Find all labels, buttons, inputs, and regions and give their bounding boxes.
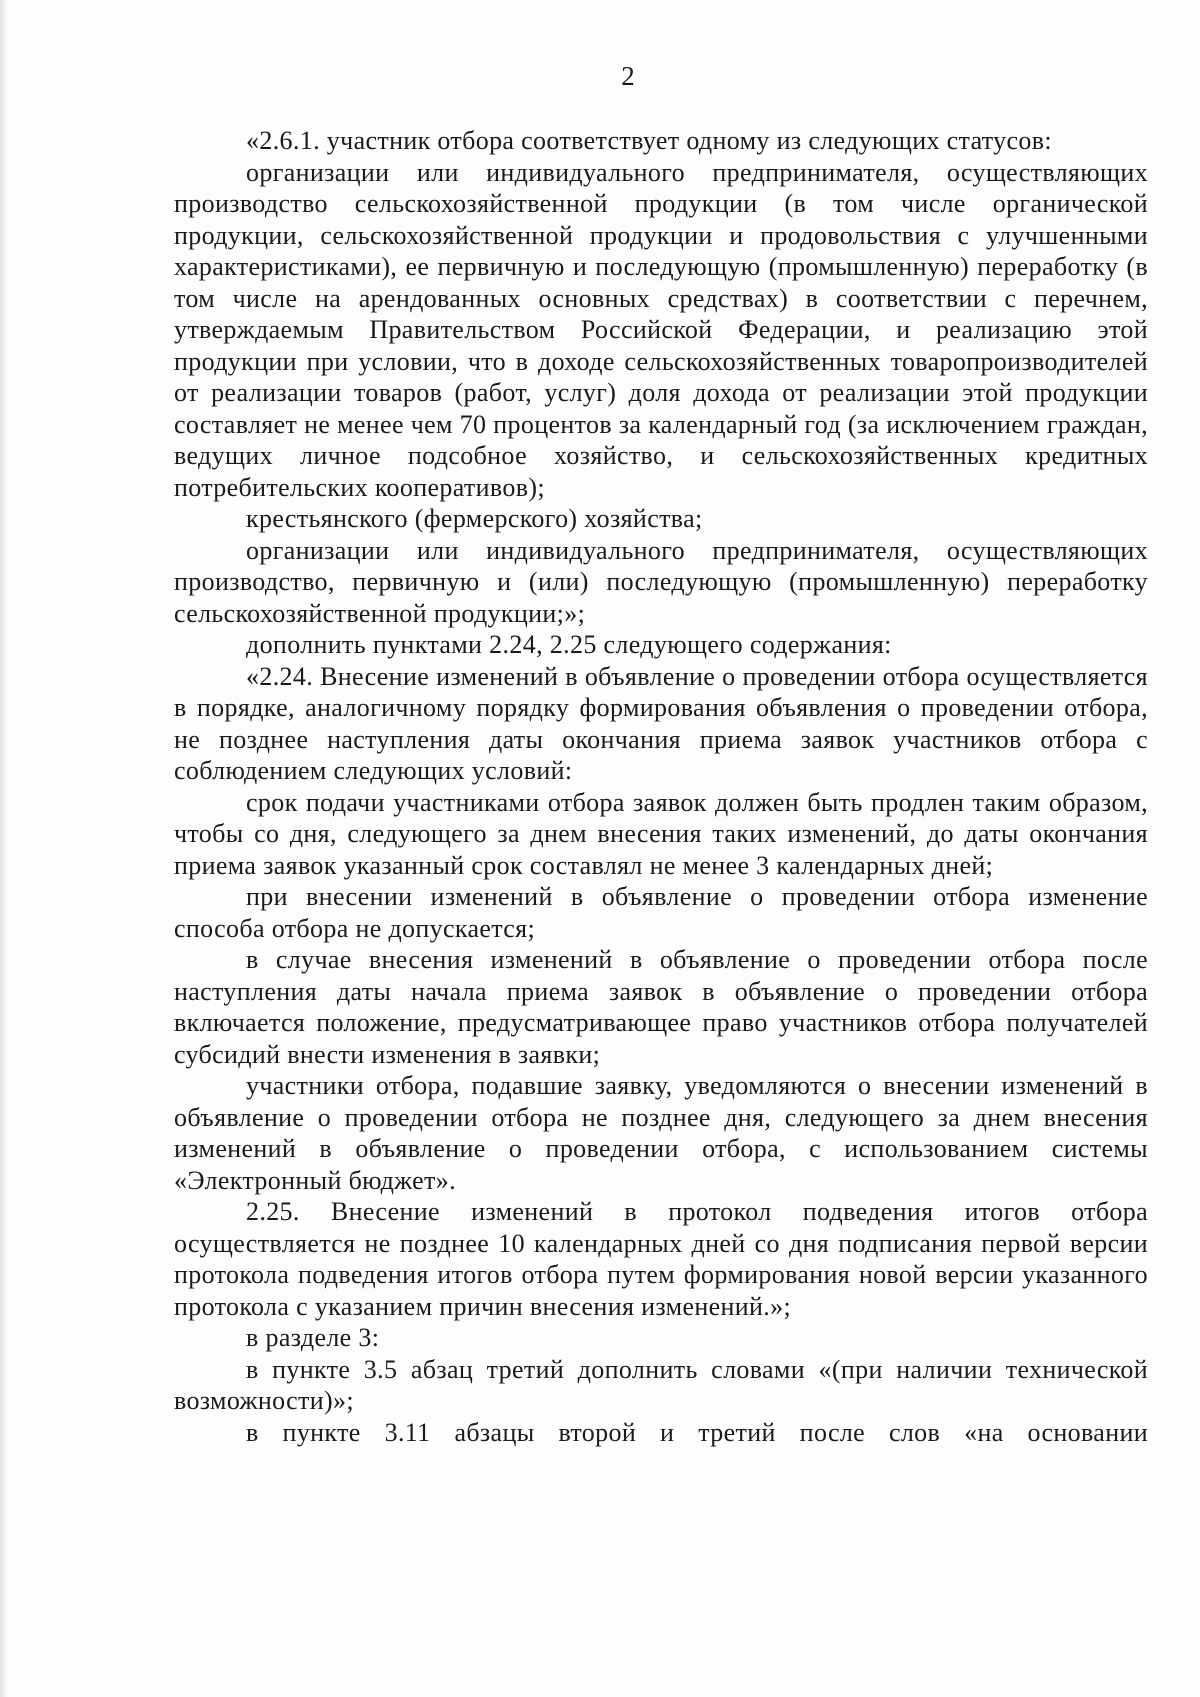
paragraph-item-3-5: в пункте 3.5 абзац третий дополнить словами «(при наличии технической возможности)»;	[174, 1354, 1148, 1415]
paragraph-item-2-25: 2.25. Внесение изменений в протокол подведения итогов отбора осуществляется не позднее 10 календарных дней со дня подписания первой версии протокола подведения итогов отбора путем формирования новой версии указанного протокола с указанием причин внесения изменений.»;	[174, 1197, 1148, 1321]
paragraph-application-changes: в случае внесения изменений в объявление о проведении отбора после наступления даты начала приема заявок в объявление о проведении отбора включается положение, предусматривающее право участников отбора получателей субсидий внести изменения в заявки;	[174, 945, 1148, 1069]
paragraph-section-3: в разделе 3:	[246, 1323, 380, 1352]
paragraph-organization-processors: организации или индивидуального предпринимателя, осуществляющих производство, первичную и (или) последующую (промышленную) переработку сельскохозяйственной продукции;»;	[174, 535, 1148, 628]
paragraph-farm-household: крестьянского (фермерского) хозяйства;	[246, 504, 703, 533]
paragraph-participant-notification: участники отбора, подавшие заявку, уведомляются о внесении изменений в объявление о проведении отбора не позднее дня, следующего за днем внесения изменений в объявление о проведении отбора, с использованием системы «Электронный бюджет».	[174, 1071, 1148, 1195]
document-body	[174, 125, 1148, 1448]
paragraph-add-items: дополнить пунктами 2.24, 2.25 следующего содержания:	[246, 630, 892, 659]
page-number: 2	[621, 61, 635, 91]
paragraph-deadline-extension: срок подачи участниками отбора заявок должен быть продлен таким образом, чтобы со дня, следующего за днем внесения таких изменений, до даты окончания приема заявок указанный срок составлял не менее 3 календарных дней;	[174, 787, 1148, 880]
paragraph-method-unchanged: при внесении изменений в объявление о проведении отбора изменение способа отбора не допускается;	[174, 882, 1148, 943]
paragraph-organization-producers: организации или индивидуального предпринимателя, осуществляющих производство сельскохозяйственной продукции (в том числе органической продукции, сельскохозяйственной продукции и продовольствия с улучшенными характеристиками), ее первичную и последующую (промышленную) переработку (в том числе на арендованных основных средствах) в соответствии с перечнем, утверждаемым Правительством Российской Федерации, и реализацию этой продукции при условии, что в доходе сельскохозяйственных товаропроизводителей от реализации товаров (работ, услуг) доля дохода от реализации этой продукции составляет не менее чем 70 процентов за календарный год (за исключением граждан, ведущих личное подсобное хозяйство, и сельскохозяйственных кредитных потребительских кооперативов);	[174, 157, 1148, 502]
scan-edge-shadow	[0, 0, 8, 1697]
paragraph-item-2-24: «2.24. Внесение изменений в объявление о проведении отбора осуществляется в порядке, аналогичному порядку формирования объявления о проведении отбора, не позднее наступления даты окончания приема заявок участников отбора с соблюдением следующих условий:	[174, 661, 1148, 785]
paragraph-status-list-intro: «2.6.1. участник отбора соответствует одному из следующих статусов:	[246, 126, 1052, 155]
paragraph-item-3-11: в пункте 3.11 абзацы второй и третий после слов «на основании	[246, 1417, 1148, 1447]
